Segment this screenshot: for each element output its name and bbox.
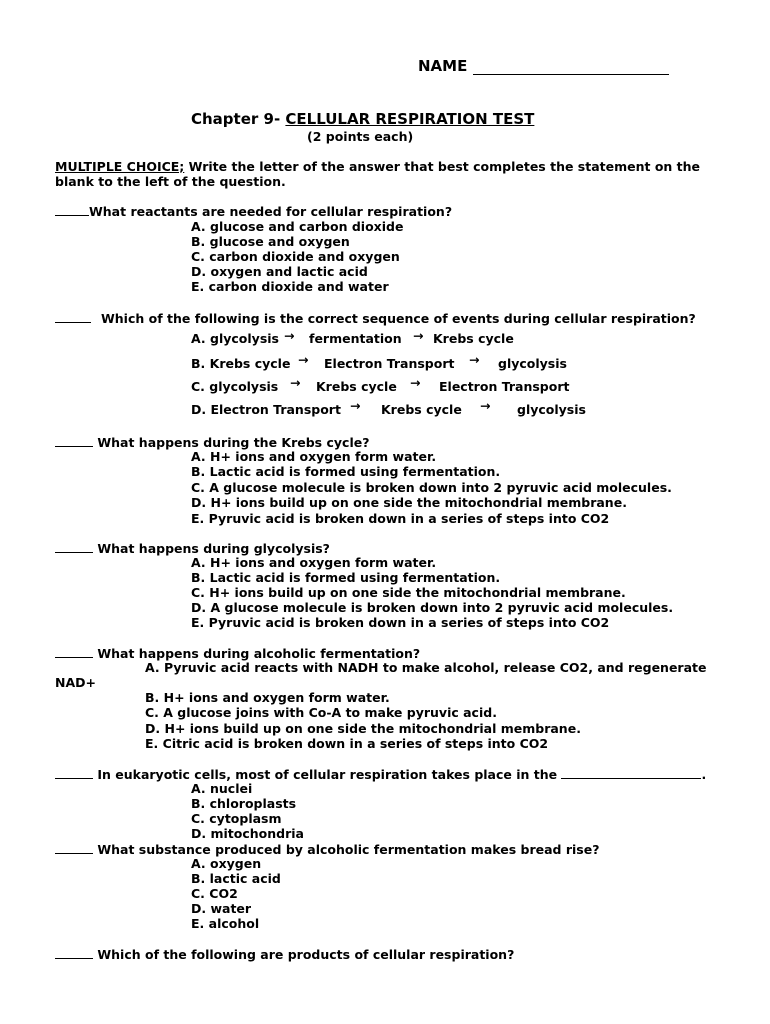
answer-blank[interactable] [55, 766, 93, 779]
question-5: What happens during alcoholic fermentation? [55, 645, 420, 661]
arrow-icon: → [284, 328, 295, 343]
option: D. H+ ions build up on one side the mitochondrial membrane. [191, 495, 627, 510]
option: D. water [191, 901, 252, 916]
question-4: What happens during glycolysis? [55, 540, 330, 556]
option: C. carbon dioxide and oxygen [191, 249, 400, 264]
arrow-icon: → [480, 398, 491, 413]
answer-blank[interactable] [55, 540, 93, 553]
name-blank[interactable] [473, 60, 669, 75]
arrow-icon: → [298, 352, 309, 367]
points-note: (2 points each) [307, 129, 414, 144]
name-label: NAME [418, 57, 468, 75]
option: A. oxygen [191, 856, 262, 871]
option-c: C. glycolysis → Krebs cycle → Electron Transport [191, 375, 570, 394]
option: B. H+ ions and oxygen form water. [145, 690, 390, 705]
option: B. glucose and oxygen [191, 234, 350, 249]
question-6: In eukaryotic cells, most of cellular respiration takes place in the . [55, 766, 706, 782]
answer-blank[interactable] [55, 203, 89, 216]
option: A. Pyruvic acid reacts with NADH to make alcohol, release CO2, and regenerate [145, 660, 707, 675]
arrow-icon: → [469, 352, 480, 367]
option: E. Citric acid is broken down in a series of steps into CO2 [145, 736, 549, 751]
name-field [418, 57, 669, 75]
option: E. alcohol [191, 916, 260, 931]
option: A. H+ ions and oxygen form water. [191, 449, 437, 464]
option-continued: NAD+ [55, 675, 96, 690]
option-d: D. Electron Transport → Krebs cycle → glycolysis [191, 398, 586, 417]
option: D. A glucose molecule is broken down into 2 pyruvic acid molecules. [191, 600, 674, 615]
option: B. Lactic acid is formed using fermentation. [191, 464, 501, 479]
answer-blank[interactable] [55, 645, 93, 658]
instructions [55, 159, 715, 189]
option: B. lactic acid [191, 871, 281, 886]
option: E. Pyruvic acid is broken down in a series of steps into CO2 [191, 511, 610, 526]
page-title: Chapter 9- CELLULAR RESPIRATION TEST [191, 110, 535, 128]
answer-blank[interactable] [55, 841, 93, 854]
option: C. CO2 [191, 886, 238, 901]
option: C. A glucose joins with Co-A to make pyruvic acid. [145, 705, 497, 720]
question-7: What substance produced by alcoholic fermentation makes bread rise? [55, 841, 599, 857]
option: C. H+ ions build up on one side the mitochondrial membrane. [191, 585, 626, 600]
option: A. H+ ions and oxygen form water. [191, 555, 437, 570]
arrow-icon: → [413, 328, 424, 343]
option: A. glucose and carbon dioxide [191, 219, 404, 234]
option: E. Pyruvic acid is broken down in a series of steps into CO2 [191, 615, 610, 630]
instructions-text: Write the letter of the answer that best completes the statement on the blank to the left of the question. [55, 159, 701, 189]
arrow-icon: → [350, 398, 361, 413]
option: B. chloroplasts [191, 796, 297, 811]
option: D. oxygen and lactic acid [191, 264, 368, 279]
option-a: A. glycolysis → fermentation → Krebs cycle [191, 328, 514, 346]
question-3: What happens during the Krebs cycle? [55, 434, 369, 450]
answer-blank[interactable] [55, 434, 93, 447]
arrow-icon: → [290, 375, 301, 390]
arrow-icon: → [410, 375, 421, 390]
option: D. mitochondria [191, 826, 304, 841]
answer-blank[interactable] [55, 946, 93, 959]
option-b: B. Krebs cycle → Electron Transport → glycolysis [191, 352, 567, 371]
option: E. carbon dioxide and water [191, 279, 389, 294]
fill-in-blank[interactable] [561, 766, 701, 779]
answer-blank[interactable] [55, 310, 91, 323]
option: A. nuclei [191, 781, 253, 796]
option: D. H+ ions build up on one side the mitochondrial membrane. [145, 721, 581, 736]
option: C. A glucose molecule is broken down into 2 pyruvic acid molecules. [191, 480, 672, 495]
question-2: Which of the following is the correct sequence of events during cellular respiration? [55, 310, 696, 326]
question-1: What reactants are needed for cellular respiration? [55, 203, 452, 219]
option: B. Lactic acid is formed using fermentation. [191, 570, 501, 585]
option: C. cytoplasm [191, 811, 282, 826]
question-8: Which of the following are products of cellular respiration? [55, 946, 514, 962]
section-label: MULTIPLE CHOICE; [55, 159, 185, 174]
